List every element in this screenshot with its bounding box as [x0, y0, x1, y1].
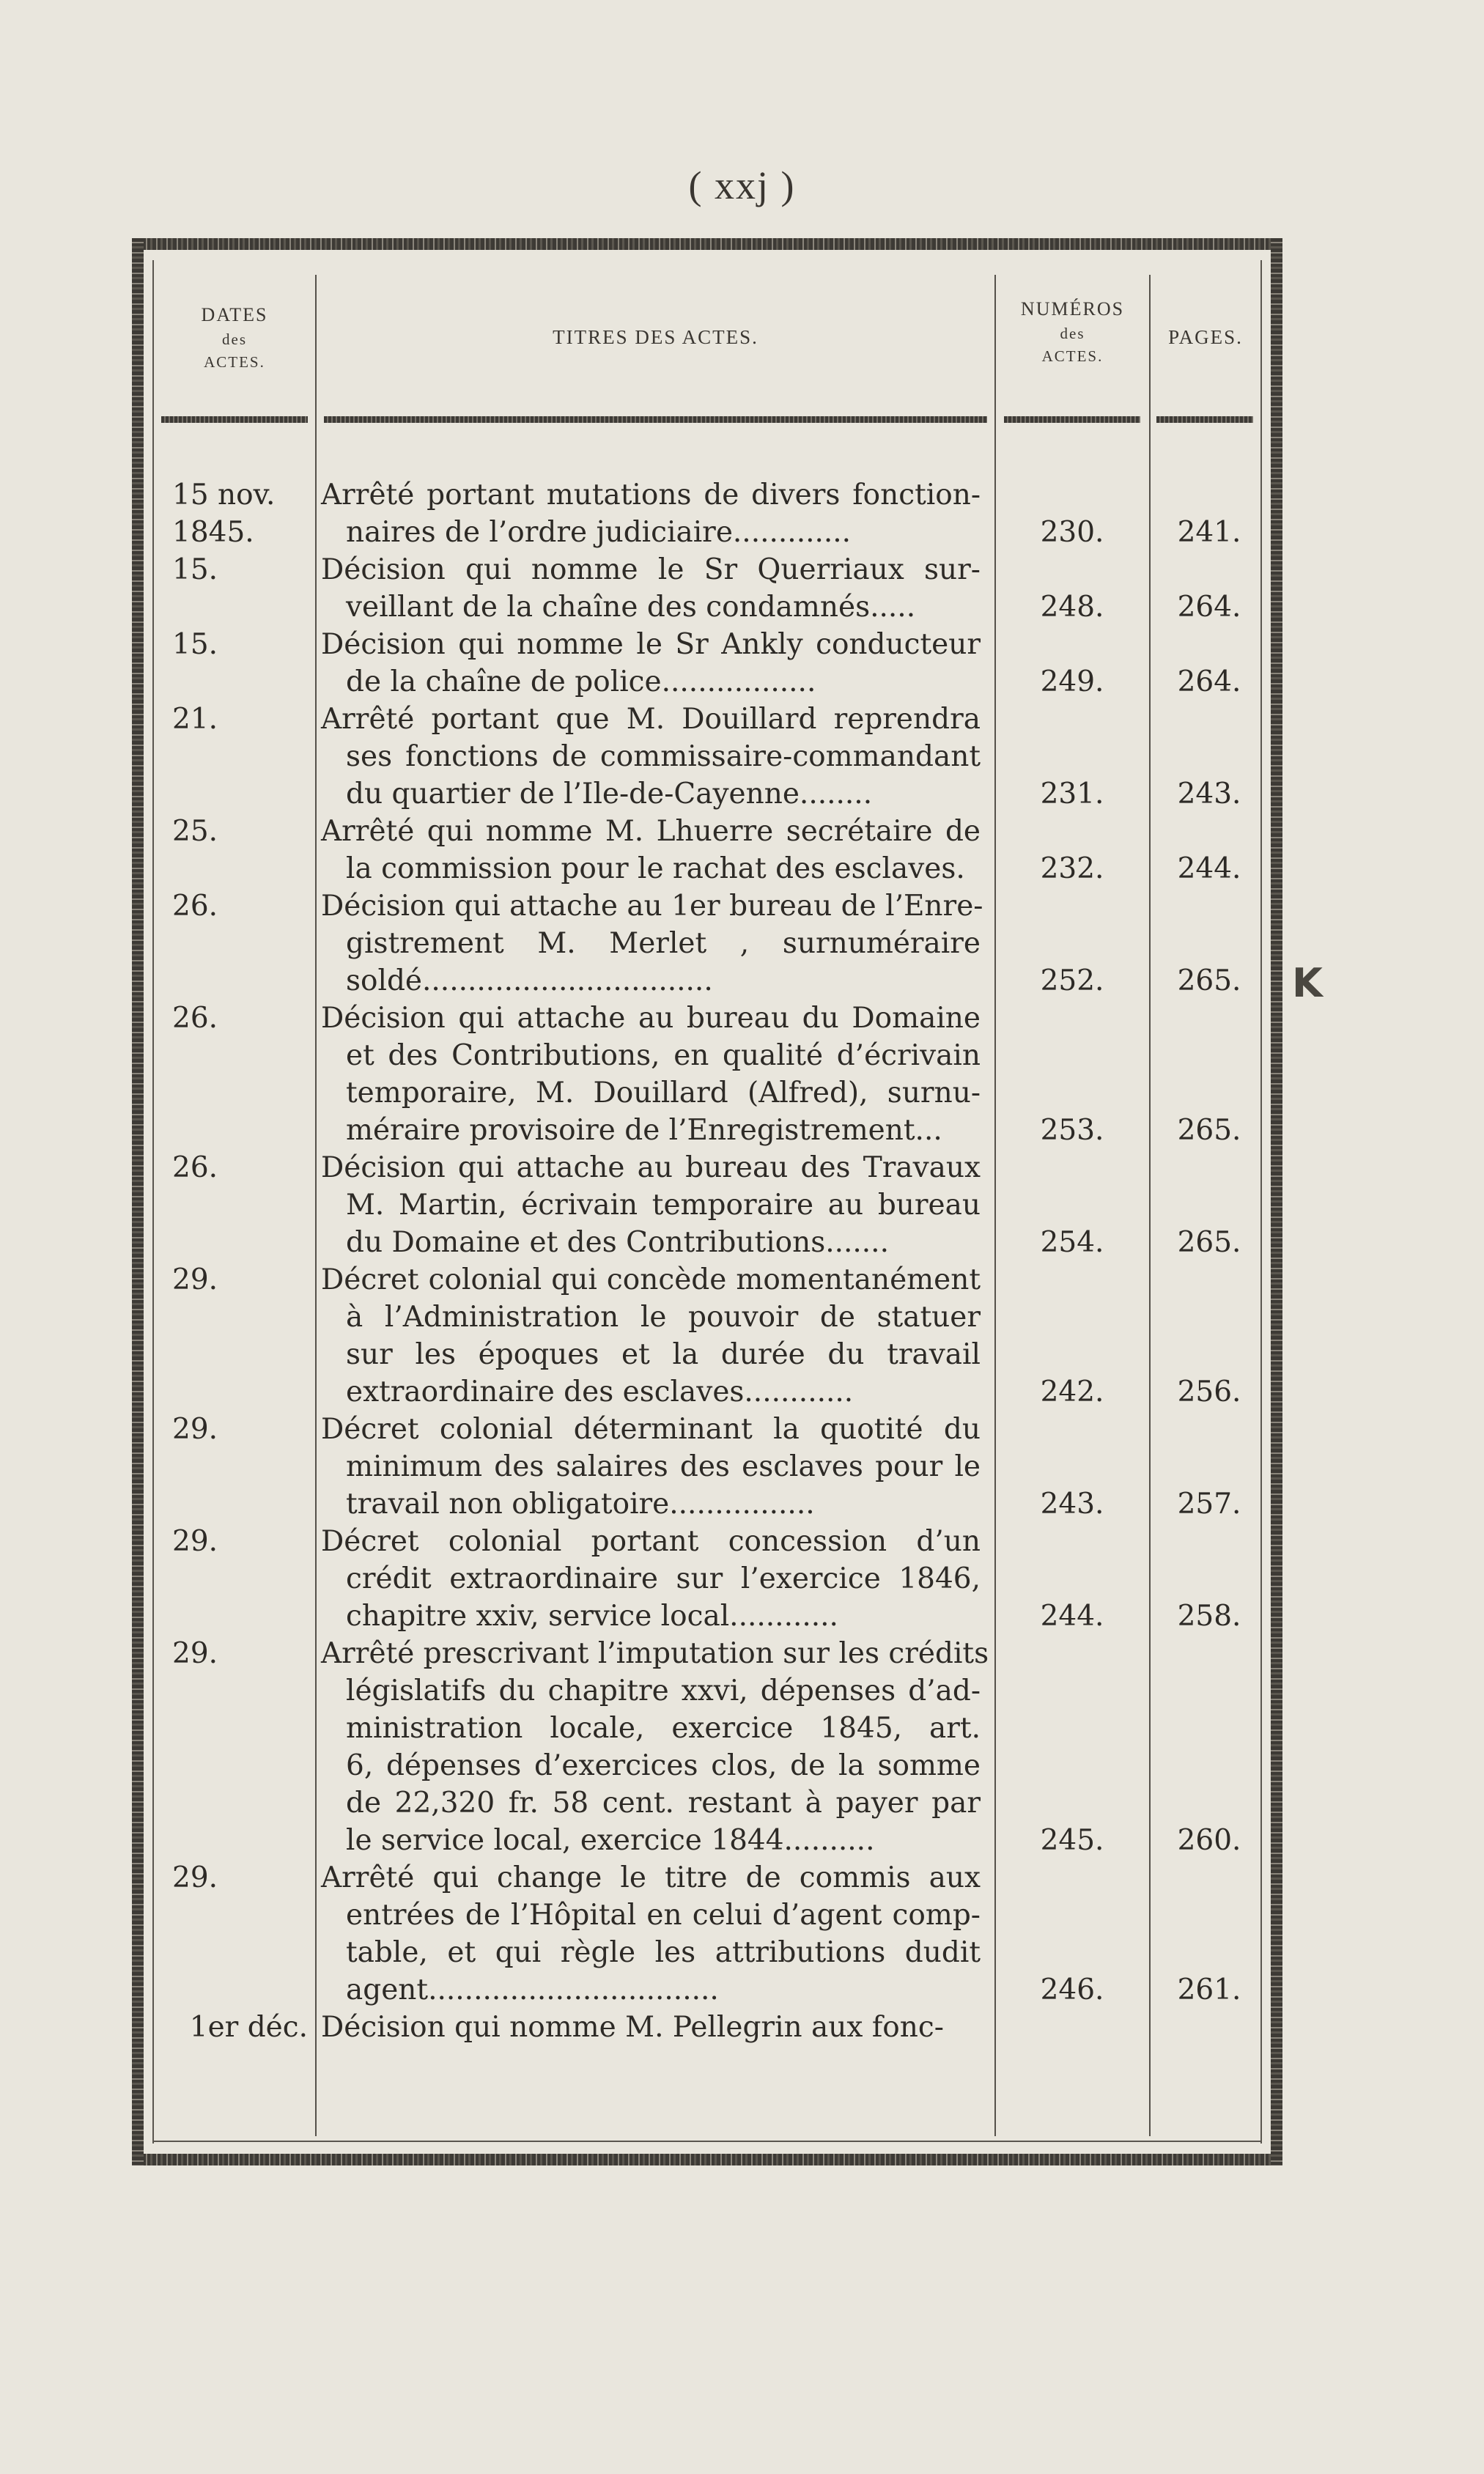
- entry-title-text: agent................................: [346, 1973, 719, 2006]
- entry-line: [132, 1784, 1282, 1822]
- entry-date: 26.: [172, 1151, 218, 1184]
- entry-line: [132, 514, 1282, 551]
- entry-line: [132, 1747, 1282, 1784]
- entry-numero: 232.: [1040, 852, 1104, 885]
- entry-title-text: ses fonctions de commissaire-commandant: [346, 740, 981, 773]
- entry-line: [132, 1448, 1282, 1485]
- entry-title-text: Arrêté portant que M. Douillard reprendra: [321, 703, 981, 736]
- entry-title-text: le service local, exercice 1844..........: [346, 1824, 875, 1857]
- margin-mark: K: [1292, 960, 1323, 1006]
- entry-line: [132, 1261, 1282, 1299]
- entry-date: 15 nov.: [172, 479, 276, 512]
- entry-title-text: Décision qui nomme M. Pellegrin aux fonc-: [321, 2011, 944, 2044]
- entry-title-text: du Domaine et des Contributions.......: [346, 1226, 889, 1259]
- entry-title-text: Décision qui nomme le Sr Ankly conducteur: [321, 628, 981, 661]
- entry-page: 265.: [1177, 1114, 1241, 1147]
- entry-line: [132, 1000, 1282, 1037]
- entry-line: [132, 1710, 1282, 1747]
- table-row: [132, 1261, 1282, 1411]
- entries-list: [132, 476, 1282, 2046]
- entry-title-text: méraire provisoire de l’Enregistrement...: [346, 1114, 942, 1147]
- entry-numero: 244.: [1040, 1600, 1104, 1633]
- entry-date: 29.: [172, 1413, 218, 1446]
- header-numeros-line2: des: [1060, 325, 1085, 342]
- entry-title-text: Décision qui attache au bureau des Travaux: [321, 1151, 981, 1184]
- entry-line: [132, 887, 1282, 925]
- table-row: [132, 813, 1282, 887]
- table-row: [132, 476, 1282, 551]
- entry-title-text: législatifs du chapitre xxvi, dépenses d’ad-: [346, 1674, 981, 1707]
- entry-title-text: Décision qui attache au bureau du Domaine: [321, 1002, 981, 1035]
- entry-title-text: la commission pour le rachat des esclaves.: [346, 852, 965, 885]
- entry-line: [132, 1224, 1282, 1261]
- entry-date: 29.: [172, 1861, 218, 1894]
- table-row: [132, 1411, 1282, 1523]
- entry-line: [132, 1373, 1282, 1411]
- header-numeros-line1: NUMÉROS: [1020, 298, 1125, 320]
- entry-date: 26.: [172, 1002, 218, 1035]
- entry-page: 264.: [1177, 591, 1241, 624]
- table-frame: [132, 238, 1282, 2165]
- header-dates: [154, 304, 315, 372]
- entry-title-text: naires de l’ordre judiciaire.............: [346, 516, 852, 549]
- entry-line: [132, 962, 1282, 1000]
- header-dates-line3: ACTES.: [204, 353, 265, 371]
- entry-line: [132, 1934, 1282, 1971]
- entry-date: 29.: [172, 1525, 218, 1558]
- entry-title-text: table, et qui règle les attributions dudit: [346, 1936, 981, 1969]
- entry-line: [132, 1149, 1282, 1186]
- entry-line: [132, 551, 1282, 588]
- header-rule-dates: [161, 416, 308, 423]
- entry-page: 264.: [1177, 665, 1241, 698]
- entry-title-text: crédit extraordinaire sur l’exercice 1846,: [346, 1562, 981, 1595]
- entry-title-text: ministration locale, exercice 1845, art.: [346, 1712, 981, 1745]
- entry-date: 25.: [172, 815, 218, 848]
- entry-title-text: Décret colonial déterminant la quotité du: [321, 1413, 981, 1446]
- entry-title-text: 6, dépenses d’exercices clos, de la somme: [346, 1749, 981, 1782]
- entry-page: 260.: [1177, 1824, 1241, 1857]
- header-numeros: [996, 298, 1149, 366]
- entry-line: [132, 1074, 1282, 1112]
- table-row: [132, 626, 1282, 701]
- header-pages: PAGES.: [1168, 326, 1243, 348]
- entry-title-text: de la chaîne de police.................: [346, 665, 816, 698]
- entry-line: [132, 1299, 1282, 1336]
- entry-title-text: Arrêté portant mutations de divers fonction-: [321, 479, 981, 512]
- entry-page: 265.: [1177, 1226, 1241, 1259]
- entry-title-text: minimum des salaires des esclaves pour le: [346, 1450, 981, 1483]
- entry-numero: 245.: [1040, 1824, 1104, 1857]
- entry-title-text: et des Contributions, en qualité d’écrivain: [346, 1039, 981, 1072]
- entry-line: [132, 2009, 1282, 2046]
- entry-line: [132, 1523, 1282, 1560]
- entry-title-text: à l’Administration le pouvoir de statuer: [346, 1301, 981, 1334]
- entry-numero: 253.: [1040, 1114, 1104, 1147]
- entry-line: [132, 850, 1282, 887]
- entry-line: [132, 1971, 1282, 2009]
- entry-page: 258.: [1177, 1600, 1241, 1633]
- entry-title-text: du quartier de l’Ile-de-Cayenne........: [346, 778, 873, 810]
- entry-page: 257.: [1177, 1488, 1241, 1521]
- header-rule-pages: [1156, 416, 1253, 423]
- table-row: [132, 887, 1282, 1000]
- entry-page: 265.: [1177, 964, 1241, 997]
- entry-date: 1er déc.: [189, 2011, 308, 2044]
- entry-numero: 231.: [1040, 778, 1104, 810]
- entry-date: 15.: [172, 553, 218, 586]
- entry-line: [132, 626, 1282, 663]
- entry-numero: 246.: [1040, 1973, 1104, 2006]
- table-row: [132, 551, 1282, 626]
- entry-title-text: Décision qui nomme le Sr Querriaux sur-: [321, 553, 981, 586]
- entry-numero: 252.: [1040, 964, 1104, 997]
- entry-line: [132, 1672, 1282, 1710]
- table-row: [132, 1859, 1282, 2009]
- entry-numero: 248.: [1040, 591, 1104, 624]
- entry-numero: 242.: [1040, 1376, 1104, 1408]
- entry-line: [132, 663, 1282, 701]
- header-dates-line1: DATES: [201, 304, 268, 325]
- ornamental-rule-bottom: [132, 2154, 1282, 2165]
- inner-border-bottom: [152, 2141, 1262, 2142]
- ornamental-rule-top: [132, 238, 1282, 250]
- entry-date: 1845.: [172, 516, 254, 549]
- entry-line: [132, 813, 1282, 850]
- table-row: [132, 1149, 1282, 1261]
- entry-title-text: Décision qui attache au 1er bureau de l’Enre-: [321, 890, 983, 923]
- table-row: [132, 1523, 1282, 1635]
- header-rule-numeros: [1004, 416, 1140, 423]
- entry-line: [132, 738, 1282, 775]
- entry-title-text: Décret colonial qui concède momentanément: [321, 1263, 981, 1296]
- entry-title-text: temporaire, M. Douillard (Alfred), surnu-: [346, 1077, 981, 1109]
- header-dates-line2: des: [222, 331, 247, 348]
- entry-date: 15.: [172, 628, 218, 661]
- entry-line: [132, 1598, 1282, 1635]
- entry-page: 243.: [1177, 778, 1241, 810]
- entry-numero: 243.: [1040, 1488, 1104, 1521]
- entry-line: [132, 775, 1282, 813]
- entry-page: 244.: [1177, 852, 1241, 885]
- entry-date: 29.: [172, 1637, 218, 1670]
- entry-title-text: Arrêté qui change le titre de commis aux: [321, 1861, 981, 1894]
- table-row: [132, 701, 1282, 813]
- entry-numero: 230.: [1040, 516, 1104, 549]
- entry-title-text: veillant de la chaîne des condamnés.....: [346, 591, 916, 624]
- entry-title-text: de 22,320 fr. 58 cent. restant à payer par: [346, 1787, 981, 1820]
- table-row: [132, 1000, 1282, 1149]
- table-row: [132, 1635, 1282, 1859]
- entry-line: [132, 1859, 1282, 1897]
- entry-title-text: Arrêté prescrivant l’imputation sur les crédits: [321, 1637, 989, 1670]
- entry-line: [132, 1112, 1282, 1149]
- entry-line: [132, 1336, 1282, 1373]
- entry-title-text: entrées de l’Hôpital en celui d’agent comp-: [346, 1899, 981, 1932]
- header-numeros-line3: ACTES.: [1041, 347, 1104, 365]
- entry-title-text: gistrement M. Merlet , surnuméraire: [346, 927, 981, 960]
- entry-page: 256.: [1177, 1376, 1241, 1408]
- header-titres: TITRES DES ACTES.: [553, 326, 758, 348]
- entry-title-text: travail non obligatoire................: [346, 1488, 815, 1521]
- page-number: ( xxj ): [688, 163, 796, 207]
- table-row: [132, 2009, 1282, 2046]
- entry-line: [132, 1411, 1282, 1448]
- entry-line: [132, 476, 1282, 514]
- entry-page: 241.: [1177, 516, 1241, 549]
- entry-date: 29.: [172, 1263, 218, 1296]
- entry-title-text: soldé................................: [346, 964, 713, 997]
- entry-title-text: extraordinaire des esclaves............: [346, 1376, 854, 1408]
- entry-numero: 254.: [1040, 1226, 1104, 1259]
- entry-title-text: sur les époques et la durée du travail: [346, 1338, 981, 1371]
- entry-numero: 249.: [1040, 665, 1104, 698]
- entry-line: [132, 1897, 1282, 1934]
- entry-line: [132, 925, 1282, 962]
- entry-line: [132, 1822, 1282, 1859]
- entry-line: [132, 1186, 1282, 1224]
- entry-page: 261.: [1177, 1973, 1241, 2006]
- entry-title-text: chapitre xxiv, service local............: [346, 1600, 838, 1633]
- entry-line: [132, 701, 1282, 738]
- entry-title-text: Arrêté qui nomme M. Lhuerre secrétaire de: [321, 815, 981, 848]
- entry-title-text: Décret colonial portant concession d’un: [321, 1525, 981, 1558]
- entry-date: 21.: [172, 703, 218, 736]
- entry-line: [132, 1635, 1282, 1672]
- entry-date: 26.: [172, 890, 218, 923]
- entry-line: [132, 1560, 1282, 1598]
- header-rule-titres: [324, 416, 987, 423]
- entry-title-text: M. Martin, écrivain temporaire au bureau: [346, 1189, 981, 1222]
- entry-line: [132, 588, 1282, 626]
- entry-line: [132, 1037, 1282, 1074]
- entry-line: [132, 1485, 1282, 1523]
